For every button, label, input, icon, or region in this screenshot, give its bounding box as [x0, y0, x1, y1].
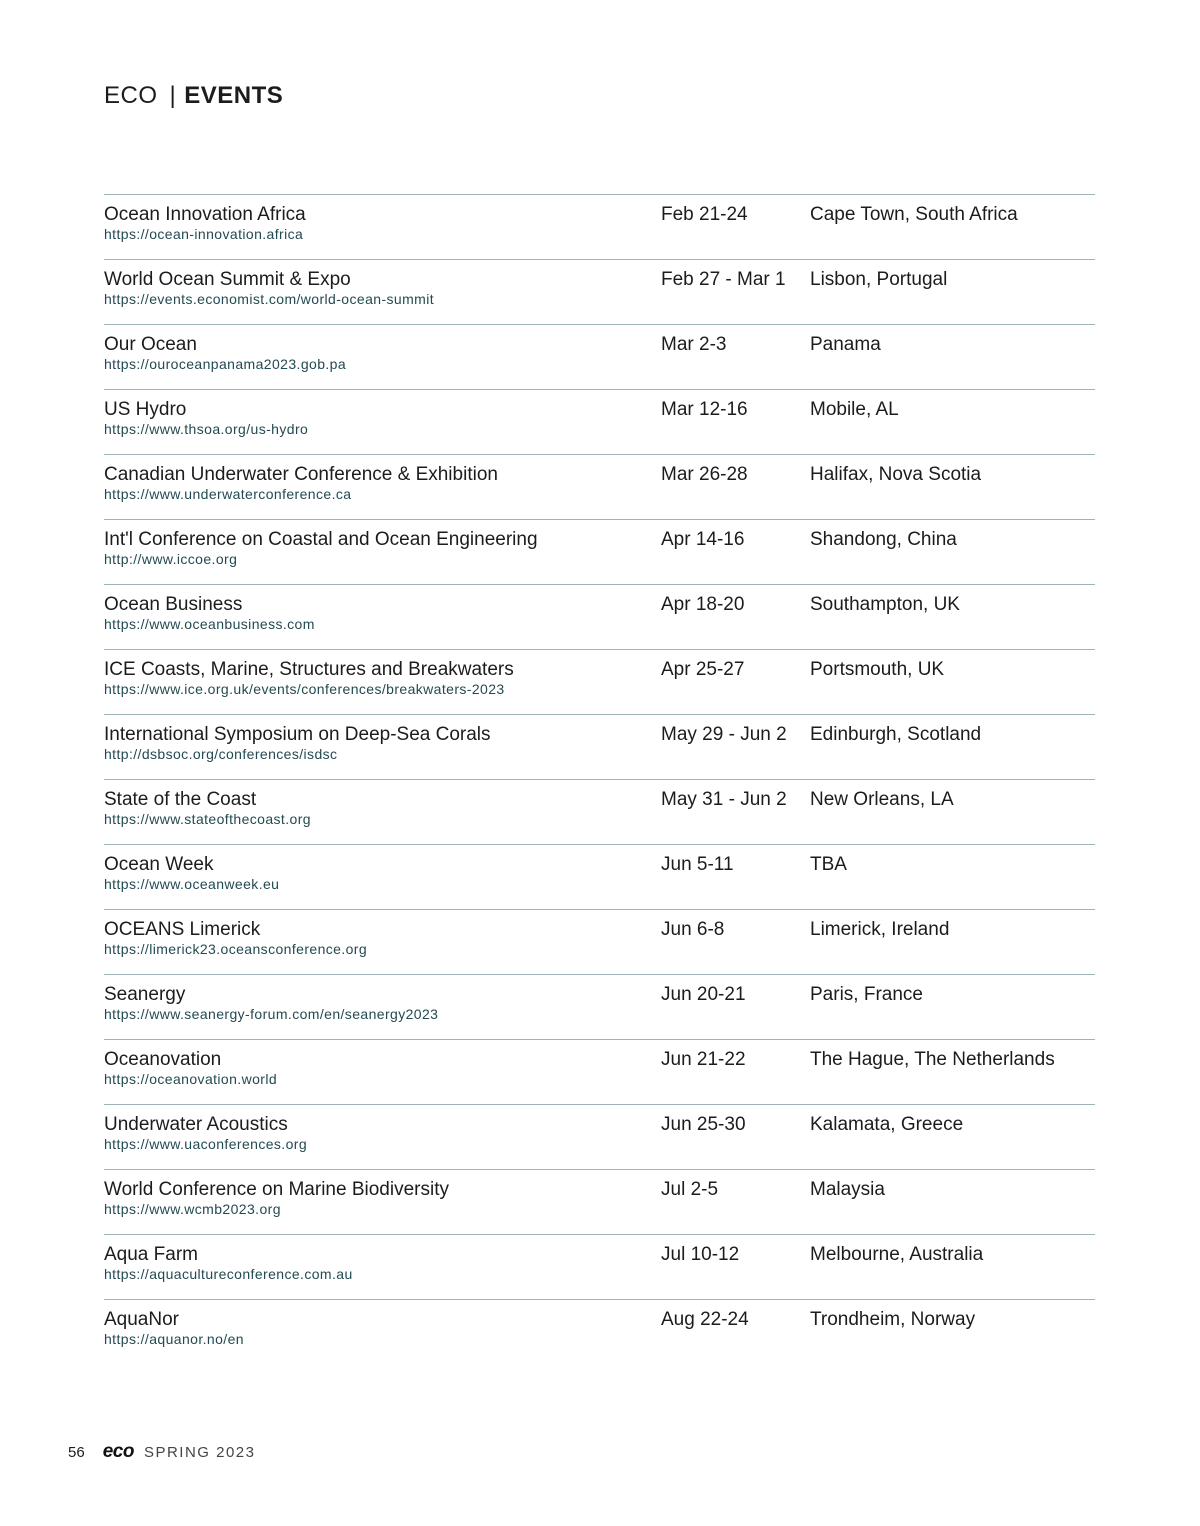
- event-name: Oceanovation: [104, 1049, 222, 1070]
- event-row: [104, 1104, 1095, 1169]
- event-date: Aug 22-24: [661, 1309, 749, 1330]
- event-date: Jul 10-12: [661, 1244, 740, 1265]
- event-location: Malaysia: [810, 1179, 885, 1200]
- event-url-link[interactable]: https://www.wcmb2023.org: [104, 1201, 281, 1217]
- event-row: [104, 1039, 1095, 1104]
- event-row: [104, 1169, 1095, 1234]
- page-header: [104, 82, 283, 110]
- event-name: Canadian Underwater Conference & Exhibition: [104, 464, 498, 485]
- event-location: Paris, France: [810, 984, 923, 1005]
- event-url-link[interactable]: https://aquacultureconference.com.au: [104, 1266, 353, 1282]
- event-url-link[interactable]: https://ouroceanpanama2023.gob.pa: [104, 356, 347, 372]
- events-list: [104, 194, 1095, 1371]
- event-location: Trondheim, Norway: [810, 1309, 976, 1330]
- event-url-link[interactable]: https://aquanor.no/en: [104, 1331, 244, 1347]
- event-name: AquaNor: [104, 1309, 179, 1330]
- event-row: [104, 1299, 1095, 1371]
- event-row: [104, 324, 1095, 389]
- event-row: [104, 649, 1095, 714]
- event-url-link[interactable]: https://www.seanergy-forum.com/en/seanergy2023: [104, 1006, 439, 1022]
- event-date: Jun 21-22: [661, 1049, 746, 1070]
- event-name: ICE Coasts, Marine, Structures and Breakwaters: [104, 659, 514, 680]
- section-label: ECO: [104, 82, 158, 109]
- event-row: [104, 779, 1095, 844]
- event-location: Cape Town, South Africa: [810, 204, 1018, 225]
- event-url-link[interactable]: https://www.oceanbusiness.com: [104, 616, 315, 632]
- event-url-link[interactable]: https://www.ice.org.uk/events/conferences/breakwaters-2023: [104, 681, 505, 697]
- page-number: 56: [68, 1443, 85, 1461]
- event-url-link[interactable]: https://www.thsoa.org/us-hydro: [104, 421, 309, 437]
- event-name: Int'l Conference on Coastal and Ocean Engineering: [104, 529, 538, 550]
- event-name: Underwater Acoustics: [104, 1114, 288, 1135]
- event-url-link[interactable]: https://www.uaconferences.org: [104, 1136, 308, 1152]
- event-row: [104, 259, 1095, 324]
- event-name: State of the Coast: [104, 789, 257, 810]
- event-location: TBA: [810, 854, 847, 875]
- event-date: Apr 25-27: [661, 659, 745, 680]
- event-date: Apr 14-16: [661, 529, 745, 550]
- event-date: Feb 27 - Mar 1: [661, 269, 786, 290]
- event-date: Jun 5-11: [661, 854, 734, 875]
- event-location: New Orleans, LA: [810, 789, 954, 810]
- event-location: Kalamata, Greece: [810, 1114, 964, 1135]
- event-date: Apr 18-20: [661, 594, 745, 615]
- event-name: World Ocean Summit & Expo: [104, 269, 351, 290]
- event-date: Mar 12-16: [661, 399, 748, 420]
- event-date: Mar 2-3: [661, 334, 727, 355]
- event-row: [104, 974, 1095, 1039]
- issue-label: SPRING 2023: [143, 1443, 256, 1461]
- event-name: Ocean Business: [104, 594, 243, 615]
- event-location: Lisbon, Portugal: [810, 269, 948, 290]
- event-row: [104, 714, 1095, 779]
- event-location: Edinburgh, Scotland: [810, 724, 982, 745]
- event-location: Southampton, UK: [810, 594, 960, 615]
- event-row: [104, 454, 1095, 519]
- header-separator: |: [169, 82, 177, 109]
- event-url-link[interactable]: https://www.oceanweek.eu: [104, 876, 280, 892]
- event-url-link[interactable]: https://ocean-innovation.africa: [104, 226, 304, 242]
- event-name: Seanergy: [104, 984, 186, 1005]
- event-name: World Conference on Marine Biodiversity: [104, 1179, 449, 1200]
- event-location: Mobile, AL: [810, 399, 899, 420]
- event-location: Panama: [810, 334, 881, 355]
- event-row: [104, 389, 1095, 454]
- event-row: [104, 194, 1095, 259]
- event-url-link[interactable]: http://dsbsoc.org/conferences/isdsc: [104, 746, 338, 762]
- event-url-link[interactable]: http://www.iccoe.org: [104, 551, 238, 567]
- category-title: EVENTS: [184, 82, 284, 109]
- event-name: Ocean Week: [104, 854, 214, 875]
- event-row: [104, 844, 1095, 909]
- event-date: Jun 20-21: [661, 984, 746, 1005]
- event-url-link[interactable]: https://www.stateofthecoast.org: [104, 811, 311, 827]
- event-url-link[interactable]: https://events.economist.com/world-ocean-summit: [104, 291, 435, 307]
- event-date: Mar 26-28: [661, 464, 748, 485]
- event-location: Portsmouth, UK: [810, 659, 945, 680]
- event-name: OCEANS Limerick: [104, 919, 261, 940]
- event-location: Limerick, Ireland: [810, 919, 950, 940]
- event-date: Feb 21-24: [661, 204, 748, 225]
- event-date: Jun 25-30: [661, 1114, 746, 1135]
- event-url-link[interactable]: https://limerick23.oceansconference.org: [104, 941, 368, 957]
- event-url-link[interactable]: https://www.underwaterconference.ca: [104, 486, 352, 502]
- event-row: [104, 909, 1095, 974]
- event-url-link[interactable]: https://oceanovation.world: [104, 1071, 278, 1087]
- event-row: [104, 519, 1095, 584]
- eco-logo: eco: [102, 1441, 134, 1462]
- event-location: Melbourne, Australia: [810, 1244, 984, 1265]
- event-name: Aqua Farm: [104, 1244, 198, 1265]
- event-date: Jul 2-5: [661, 1179, 719, 1200]
- event-name: Ocean Innovation Africa: [104, 204, 306, 225]
- event-date: May 29 - Jun 2: [661, 724, 787, 745]
- event-date: May 31 - Jun 2: [661, 789, 787, 810]
- event-row: [104, 1234, 1095, 1299]
- event-date: Jun 6-8: [661, 919, 725, 940]
- event-location: The Hague, The Netherlands: [810, 1049, 1055, 1070]
- event-location: Shandong, China: [810, 529, 957, 550]
- page-footer: [68, 1441, 255, 1463]
- event-name: Our Ocean: [104, 334, 197, 355]
- event-name: International Symposium on Deep-Sea Corals: [104, 724, 491, 745]
- event-name: US Hydro: [104, 399, 187, 420]
- event-row: [104, 584, 1095, 649]
- event-location: Halifax, Nova Scotia: [810, 464, 982, 485]
